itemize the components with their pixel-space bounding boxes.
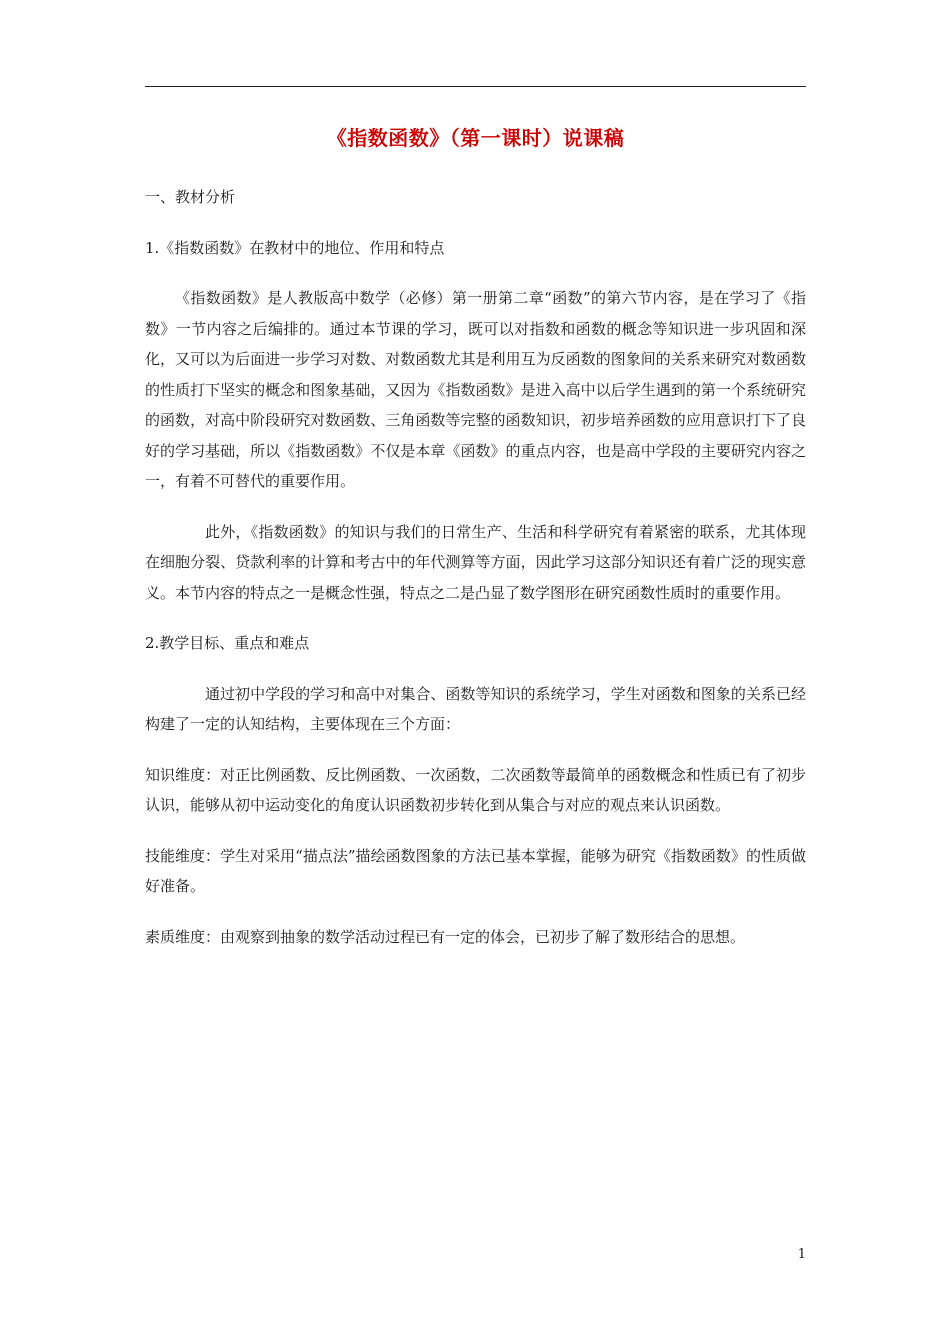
subsection-heading-1: 1.《指数函数》在教材中的地位、作用和特点 [145, 238, 445, 257]
paragraph-3: 通过初中学段的学习和高中对集合、函数等知识的系统学习，学生对函数和图象的关系已经构建了一定的认知结构，主要体现在三个方面： [145, 684, 806, 733]
subsection-heading-2: 2.教学目标、重点和难点 [145, 634, 310, 652]
header-rule [145, 86, 806, 87]
page-number: 1 [797, 1247, 806, 1262]
document-title: 《指数函数》（第一课时）说课稿 [326, 126, 625, 150]
document-body [145, 182, 806, 972]
paragraph-1: 《指数函数》是人教版高中数学（必修）第一册第二章“函数”的第六节内容，是在学习了《指数》一节内容之后编排的。通过本节课的学习，既可以对指数和函数的概念等知识进一步巩固和深化，又可以为后面进一步学习对数、对数函数尤其是利用互为反函数的图象间的关系来研究对数函数的性质打下坚实的概念和图象基础，又因为《指数函数》是进入高中以后学生遇到的第一个系统研究的函数，对高中阶段研究对数函数、三角函数等完整的函数知识，初步培养函数的应用意识打下了良好的学习基础，所以《指数函数》不仅是本章《函数》的重点内容，也是高中学段的主要研究内容之一，有着不可替代的重要作用。 [145, 289, 806, 490]
paragraph-knowledge: 知识维度：对正比例函数、反比例函数、一次函数，二次函数等最简单的函数概念和性质已有了初步认识，能够从初中运动变化的角度认识函数初步转化到从集合与对应的观点来认识函数。 [145, 765, 806, 814]
paragraph-2: 此外，《指数函数》的知识与我们的日常生产、生活和科学研究有着紧密的联系，尤其体现在细胞分裂、贷款利率的计算和考古中的年代测算等方面，因此学习这部分知识还有着广泛的现实意义。本节内容的特点之一是概念性强，特点之二是凸显了数学图形在研究函数性质时的重要作用。 [145, 522, 806, 602]
paragraph-skill: 技能维度：学生对采用“描点法”描绘函数图象的方法已基本掌握，能够为研究《指数函数》的性质做好准备。 [145, 846, 806, 895]
section-heading: 一、教材分析 [145, 188, 236, 206]
paragraph-quality: 素质维度：由观察到抽象的数学活动过程已有一定的体会，已初步了解了数形结合的思想。 [145, 927, 746, 946]
